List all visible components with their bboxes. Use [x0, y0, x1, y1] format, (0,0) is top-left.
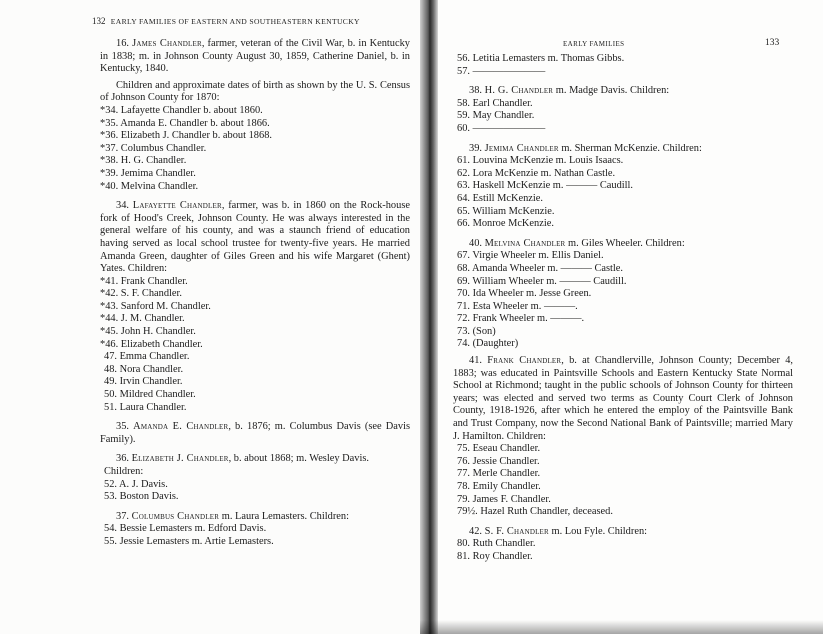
entry-39 — [453, 143, 793, 156]
list-item: 75. Eseau Chandler. — [457, 443, 541, 455]
list-item: 60. ——————— — [457, 122, 546, 134]
list-item: *38. H. G. Chandler. — [100, 155, 187, 167]
list-item: 76. Jessie Chandler. — [457, 455, 540, 467]
entry-39-children — [453, 155, 793, 231]
entry-34-name: Lafayette Chandler — [132, 200, 222, 212]
entry-38-name: H. G. Chandler — [484, 85, 554, 97]
book-gutter-shadow — [420, 0, 438, 634]
right-page-number: 133 — [765, 38, 780, 48]
list-item: 59. May Chandler. — [457, 110, 535, 122]
entry-41-text: , b. at Chandlerville, Johnson County; December 4, 1883; was educated in Paintsville Schools and Eastern Kentucky State Normal School at Richmond; taught in the public schools of Johnson County for thirteen years; was elected and served two terms as County Court Clerk of Johnson County, 1918-1926, after which he entered the employ of the Paintsville Bank and Trust Company, now the Second National Bank of Paintsville; married Mary J. Hamilton. Children: — [453, 355, 793, 442]
entry-34 — [100, 200, 410, 276]
list-item: 51. Laura Chandler. — [104, 401, 187, 413]
entry-16-number: 16. — [116, 38, 129, 49]
list-item: 79½. Hazel Ruth Chandler, deceased. — [457, 506, 613, 518]
list-item: *41. Frank Chandler. — [100, 275, 188, 287]
list-item: *42. S. F. Chandler. — [100, 288, 183, 300]
left-running-head-title: EARLY FAMILIES OF EASTERN AND SOUTHEASTERN KENTUCKY — [110, 17, 360, 26]
entry-37-name: Columbus Chandler — [131, 510, 220, 522]
entry-38-number: 38. — [469, 85, 482, 97]
list-item: 74. (Daughter) — [457, 338, 519, 350]
entry-37-text: m. Laura Lemasters. Children: — [219, 510, 349, 522]
list-item: 49. Irvin Chandler. — [104, 376, 183, 388]
entry-38 — [453, 85, 793, 98]
list-item: *40. Melvina Chandler. — [100, 180, 199, 192]
list-item: 63. Haskell McKenzie m. ——— Caudill. — [457, 180, 634, 192]
list-item: 57. ——————— — [457, 65, 546, 77]
list-item: *46. Elizabeth Chandler. — [100, 338, 203, 350]
entry-42-text: m. Lou Fyle. Children: — [548, 525, 648, 537]
entry-40-name: Melvina Chandler — [484, 237, 566, 249]
entry-39-name: Jemima Chandler — [484, 142, 559, 154]
entry-42 — [453, 526, 793, 539]
list-item: 61. Louvina McKenzie m. Louis Isaacs. — [457, 155, 624, 167]
left-page-text — [100, 38, 410, 549]
entry-16-text: , farmer, veteran of the Civil War, b. in Kentucky in 1838; m. in Johnson County August 30, 1859, Catherine Daniel, b. in Kentucky, 1840. — [100, 38, 410, 75]
list-item: *35. Amanda E. Chandler b. about 1866. — [100, 117, 270, 129]
entry-35 — [100, 421, 410, 446]
list-item: 66. Monroe McKenzie. — [457, 218, 554, 230]
entry-35-text: , b. 1876; m. Columbus Davis (see Davis Family). — [100, 421, 410, 445]
entry-36-number: 36. — [116, 453, 129, 465]
entry-34-text: , farmer, was b. in 1860 on the Rock-house fork of Hood's Creek, Johnson County. He was always interested in the general welfare of his county, and was a staunch friend of education having served as local school trustee for twenty-five years. He married Amanda Green, daughter of Giles Green and his wife Margaret (Ghent) Yates. Children: — [100, 200, 410, 275]
entry-40 — [453, 238, 793, 251]
right-running-head: EARLY FAMILIES — [563, 40, 625, 48]
census-list — [100, 105, 410, 193]
entry-40-number: 40. — [469, 237, 482, 249]
entry-36-name: Elizabeth J. Chandler — [131, 453, 229, 465]
list-item: 68. Amanda Wheeler m. ——— Castle. — [457, 262, 624, 274]
entry-41-children — [453, 443, 793, 519]
list-item: 55. Jessie Lemasters m. Artie Lemasters. — [104, 535, 274, 547]
entry-42-name: S. F. Chandler — [484, 525, 549, 537]
list-item: 62. Lora McKenzie m. Nathan Castle. — [457, 167, 616, 179]
census-intro: Children and approximate dates of birth as shown by the U. S. Census of Johnson County for 1870: — [100, 79, 410, 104]
list-item: *37. Columbus Chandler. — [100, 142, 207, 154]
entry-36-text: , b. about 1868; m. Wesley Davis. — [228, 453, 369, 465]
list-item: 79. James F. Chandler. — [457, 493, 551, 505]
list-item: 54. Bessie Lemasters m. Edford Davis. — [104, 523, 267, 535]
entry-37-children — [100, 523, 410, 548]
entry-36-children — [100, 479, 410, 504]
right-page — [438, 0, 823, 634]
entry-16-name: James Chandler — [132, 38, 202, 49]
left-running-head — [92, 16, 410, 26]
list-item: *36. Elizabeth J. Chandler b. about 1868. — [100, 130, 272, 142]
list-item: 71. Esta Wheeler m. ———. — [457, 300, 578, 312]
entry-34-number: 34. — [116, 200, 129, 212]
entry-39-text: m. Sherman McKenzie. Children: — [558, 142, 702, 154]
entry-39-number: 39. — [469, 142, 482, 154]
list-item: 81. Roy Chandler. — [457, 550, 533, 562]
list-item: 53. Boston Davis. — [104, 491, 179, 503]
list-item: *39. Jemima Chandler. — [100, 167, 196, 179]
entry-35-name: Amanda E. Chandler — [133, 421, 229, 433]
list-item: *44. J. M. Chandler. — [100, 313, 185, 325]
entry-42-number: 42. — [469, 525, 482, 537]
list-item: *43. Sanford M. Chandler. — [100, 300, 211, 312]
list-item: 47. Emma Chandler. — [104, 351, 190, 363]
list-item: 56. Letitia Lemasters m. Thomas Gibbs. — [457, 53, 625, 64]
entry-41 — [453, 355, 793, 443]
entry-40-text: m. Giles Wheeler. Children: — [565, 237, 685, 249]
entry-40-children — [453, 250, 793, 351]
entry-37-children-continued — [453, 53, 793, 78]
entry-37 — [100, 511, 410, 524]
list-item: 50. Mildred Chandler. — [104, 389, 196, 401]
entry-37-number: 37. — [116, 510, 129, 522]
entry-35-number: 35. — [116, 421, 129, 433]
list-item: 70. Ida Wheeler m. Jesse Green. — [457, 288, 592, 300]
list-item: 48. Nora Chandler. — [104, 363, 184, 375]
entry-38-text: m. Madge Davis. Children: — [553, 85, 670, 97]
list-item: 77. Merle Chandler. — [457, 468, 541, 480]
entry-42-children — [453, 538, 793, 563]
entry-36 — [100, 453, 410, 466]
list-item: 64. Estill McKenzie. — [457, 192, 543, 204]
list-item: 72. Frank Wheeler m. ———. — [457, 313, 585, 325]
list-item: 67. Virgie Wheeler m. Ellis Daniel. — [457, 250, 604, 262]
list-item: 52. A. J. Davis. — [104, 478, 168, 490]
entry-36-children-label: Children: — [104, 466, 144, 477]
list-item: *34. Lafayette Chandler b. about 1860. — [100, 104, 263, 116]
right-page-text — [453, 53, 793, 564]
list-item: *45. John H. Chandler. — [100, 326, 196, 338]
list-item: 58. Earl Chandler. — [457, 97, 533, 109]
left-page-number: 132 — [92, 16, 106, 26]
entry-16 — [100, 38, 410, 76]
list-item: 80. Ruth Chandler. — [457, 538, 536, 550]
entry-38-children — [453, 98, 793, 136]
page-bottom-shadow — [420, 620, 823, 634]
entry-41-name: Frank Chandler — [487, 355, 562, 367]
entry-41-number: 41. — [469, 355, 482, 367]
list-item: 65. William McKenzie. — [457, 205, 555, 217]
list-item: 69. William Wheeler m. ——— Caudill. — [457, 275, 627, 287]
entry-34-children — [100, 276, 410, 415]
list-item: 73. (Son) — [457, 325, 496, 337]
list-item: 78. Emily Chandler. — [457, 481, 541, 492]
